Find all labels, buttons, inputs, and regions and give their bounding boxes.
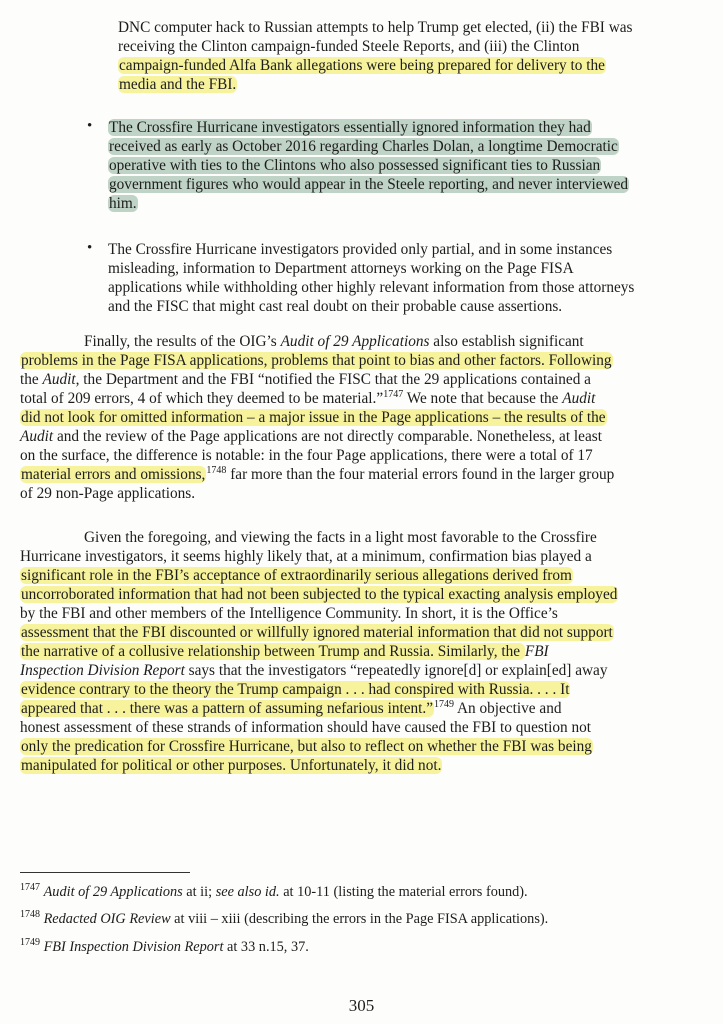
text-run: at 33 n.15, 37. — [223, 939, 309, 955]
footnote-1749 — [20, 939, 309, 956]
text-run: total of 209 errors, 4 of which they deemed to be material.” — [20, 390, 384, 407]
continuation-line-3 — [118, 56, 606, 75]
bullet-1-line-3 — [108, 156, 601, 175]
citation-title: FBI — [524, 643, 549, 660]
bullet-1-line-4 — [108, 175, 629, 194]
text-run: also establish significant — [429, 333, 584, 350]
footnote-number: 1747 — [20, 882, 40, 893]
para-2-line-7 — [20, 642, 549, 661]
para-2-line-12 — [20, 737, 593, 756]
text-run: material errors and omissions, — [21, 466, 206, 483]
text-run: at ii; — [182, 884, 216, 900]
text-run: An objective and — [454, 700, 562, 717]
para-2-line-6 — [20, 623, 614, 642]
highlight: media and the FBI. — [119, 76, 237, 93]
para-2-line-13 — [20, 756, 442, 775]
para-1-line-3 — [20, 370, 591, 389]
bullet-2-line-2: misleading, information to Department attorneys working on the Page FISA — [108, 260, 574, 277]
text-run: appeared that . . . there was a pattern of assuming nefarious intent.” — [21, 700, 434, 717]
para-2-line-10 — [20, 699, 562, 718]
para-1-line-5 — [20, 408, 607, 427]
text-run: Finally, the results of the OIG’s — [84, 333, 281, 350]
para-2-line-3 — [20, 566, 573, 585]
highlight: operative with ties to the Clintons who also possessed significant ties to Russian — [109, 157, 601, 174]
footnote-ref-1749: 1749 — [434, 699, 455, 710]
para-1-line-8 — [20, 465, 614, 484]
citation-title: Audit of 29 Applications — [280, 333, 430, 350]
highlight: significant role in the FBI’s acceptance of extraordinarily serious allegations derived from — [21, 567, 572, 584]
citation-title: Audit — [20, 428, 54, 445]
footnote-number: 1749 — [20, 937, 40, 948]
para-2-line-9 — [20, 680, 570, 699]
para-1-line-4 — [20, 389, 595, 408]
footnote-number: 1748 — [20, 909, 40, 920]
text-run: says that the investigators “repeatedly ignore[d] or explain[ed] away — [184, 662, 608, 679]
citation-title: Audit, — [42, 371, 80, 388]
text-run: the narrative of a collusive relationship between Trump and Russia. Similarly, the — [21, 643, 524, 660]
bullet-2-line-4: and the FISC that might cast real doubt on their probable cause assertions. — [108, 298, 563, 315]
highlight — [20, 700, 434, 717]
highlight: campaign-funded Alfa Bank allegations were being prepared for delivery to the — [119, 57, 605, 74]
para-2-line-1: Given the foregoing, and viewing the facts in a light most favorable to the Crossfire — [84, 529, 597, 546]
text-run: far more than the four material errors found in the larger group — [226, 466, 615, 483]
para-1-line-6 — [20, 427, 602, 446]
continuation-line-1: DNC computer hack to Russian attempts to help Trump get elected, (ii) the FBI was — [118, 19, 633, 36]
footnote-1747 — [20, 884, 528, 901]
highlight — [20, 466, 206, 483]
citation-title: Audit — [562, 390, 596, 407]
para-2-line-11: honest assessment of these strands of information should have caused the FBI to question not — [20, 719, 591, 736]
text-run: at 10-11 (listing the material errors found). — [279, 884, 528, 900]
highlight: him. — [109, 195, 137, 212]
para-2-line-8 — [20, 661, 607, 680]
footnote-ref-1748: 1748 — [206, 465, 227, 476]
highlight: only the predication for Crossfire Hurricane, but also to reflect on whether the FBI was being — [21, 738, 592, 755]
bullet-1-line-2 — [108, 137, 619, 156]
bullet-1-line-5 — [108, 194, 138, 213]
para-2-line-4 — [20, 585, 618, 604]
highlight: assessment that the FBI discounted or willfully ignored material information that did not support — [21, 624, 613, 641]
bullet-2-line-1: The Crossfire Hurricane investigators provided only partial, and in some instances — [108, 241, 613, 258]
continuation-line-4 — [118, 75, 237, 94]
citation-title: FBI Inspection Division Report — [43, 939, 224, 955]
para-1-line-7: on the surface, the difference is notable: in the four Page applications, there were a total of 17 — [20, 447, 593, 464]
highlight: problems in the Page FISA applications, problems that point to bias and other factors. Following — [21, 352, 612, 369]
bullet-1-line-1 — [108, 118, 592, 137]
text-run: the Department and the FBI “notified the FISC that the 29 applications contained a — [79, 371, 591, 388]
highlight: manipulated for political or other purposes. Unfortunately, it did not. — [21, 757, 442, 774]
citation-title: see also id. — [215, 884, 280, 900]
bullet-icon: • — [87, 240, 93, 256]
text-run: at viii – xiii (describing the errors in the Page FISA applications). — [170, 911, 549, 927]
text-run: We note that because the — [403, 390, 563, 407]
highlight: did not look for omitted information – a major issue in the Page applications – the results of the — [21, 409, 606, 426]
para-2-line-2: Hurricane investigators, it seems highly likely that, at a minimum, confirmation bias played a — [20, 548, 592, 565]
text-run: and the review of the Page applications are not directly comparable. Nonetheless, at least — [53, 428, 602, 445]
footnote-1748 — [20, 911, 548, 928]
footnote-ref-1747: 1747 — [383, 389, 404, 400]
highlight: uncorroborated information that had not been subjected to the typical exacting analysis employed — [21, 586, 618, 603]
citation-title: Audit of 29 Applications — [43, 884, 183, 900]
highlight — [20, 643, 525, 660]
citation-title: Inspection Division Report — [20, 662, 185, 679]
continuation-line-2: receiving the Clinton campaign-funded Steele Reports, and (iii) the Clinton — [118, 38, 580, 55]
para-1-line-2 — [20, 351, 613, 370]
text-run: the — [20, 371, 43, 388]
para-2-line-5: by the FBI and other members of the Intelligence Community. In short, it is the Office’s — [20, 605, 558, 622]
citation-title: Redacted OIG Review — [43, 911, 171, 927]
footnote-divider — [20, 872, 190, 873]
para-1-line-9: of 29 non-Page applications. — [20, 485, 196, 502]
highlight: received as early as October 2016 regarding Charles Dolan, a longtime Democratic — [109, 138, 618, 155]
highlight: The Crossfire Hurricane investigators essentially ignored information they had — [109, 119, 591, 136]
page-number: 305 — [348, 996, 375, 1015]
bullet-icon: • — [87, 118, 93, 134]
highlight: government figures who would appear in the Steele reporting, and never interviewed — [109, 176, 629, 193]
bullet-2-line-3: applications while withholding other highly relevant information from those attorneys — [108, 279, 635, 296]
highlight: evidence contrary to the theory the Trump campaign . . . had conspired with Russia. . . . It — [21, 681, 570, 698]
para-1-line-1 — [84, 332, 584, 351]
